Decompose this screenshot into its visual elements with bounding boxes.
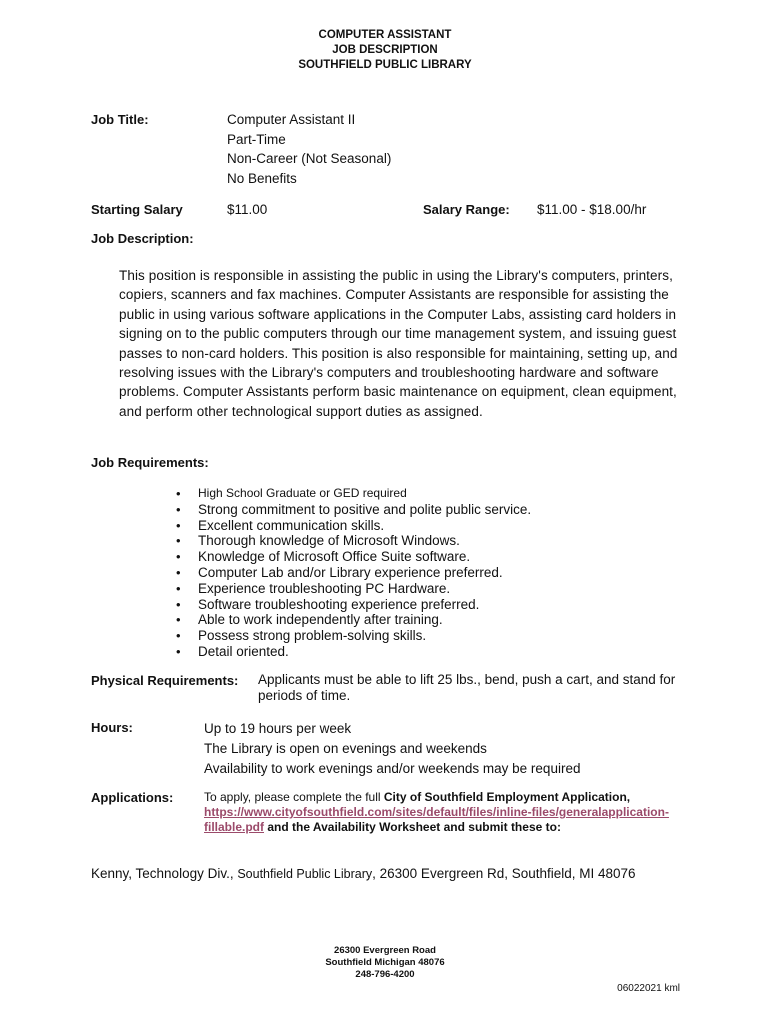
footer-phone: 248-796-4200 (355, 969, 415, 980)
list-item: • Detail oriented. (176, 644, 531, 660)
physical-requirements-text: Applicants must be able to lift 25 lbs., bend, push a cart, and stand for periods of time. (258, 672, 676, 703)
header-organization: SOUTHFIELD PUBLIC LIBRARY (298, 59, 472, 71)
job-title-line: No Benefits (227, 170, 297, 186)
applications-outro: and the Availability Worksheet and submit these to: (264, 820, 561, 834)
job-description-label: Job Description: (91, 231, 194, 246)
list-item: • Knowledge of Microsoft Office Suite software. (176, 549, 531, 565)
hours-values (204, 719, 580, 779)
list-item: • Strong commitment to positive and polite public service. (176, 502, 531, 518)
list-item: • Excellent communication skills. (176, 518, 531, 534)
job-title-line: Part-Time (227, 131, 286, 147)
list-item: • Possess strong problem-solving skills. (176, 628, 531, 644)
list-item: • Software troubleshooting experience preferred. (176, 597, 531, 613)
list-item: • Computer Lab and/or Library experience preferred. (176, 565, 531, 581)
hours-label: Hours: (91, 720, 133, 735)
list-item: • Thorough knowledge of Microsoft Windows. (176, 533, 531, 549)
contact-library: Southfield Public Library (237, 867, 373, 881)
header-title: COMPUTER ASSISTANT (318, 29, 452, 41)
job-title-line: Computer Assistant II (227, 112, 356, 127)
hours-line: The Library is open on evenings and weekends (204, 741, 487, 756)
contact-line (91, 866, 636, 881)
header-subtitle: JOB DESCRIPTION (332, 44, 438, 56)
job-title-values (227, 110, 391, 188)
application-form-link[interactable]: https://www.cityofsouthfield.com/sites/default/files/inline-files/generalapplication-fillable.pdf (204, 805, 669, 834)
job-title-line: Non-Career (Not Seasonal) (227, 151, 392, 166)
applications-text (204, 790, 694, 835)
hours-line: Up to 19 hours per week (204, 721, 352, 736)
list-item: • Experience troubleshooting PC Hardware. (176, 581, 531, 597)
job-title-label: Job Title: (91, 112, 149, 127)
salary-range-value: $11.00 - $18.00/hr (537, 202, 647, 217)
document-header (0, 28, 770, 73)
hours-line: Availability to work evenings and/or weekends may be required (204, 761, 581, 776)
contact-address: , 26300 Evergreen Rd, Southfield, MI 48076 (372, 866, 636, 881)
physical-requirements-label: Physical Requirements: (91, 673, 239, 688)
applications-label: Applications: (91, 790, 174, 805)
footer-street: 26300 Evergreen Road (334, 945, 436, 956)
page-footer (0, 945, 770, 981)
list-item: • High School Graduate or GED required (176, 486, 531, 502)
list-item: • Able to work independently after training. (176, 612, 531, 628)
applications-intro: To apply, please complete the full (204, 790, 384, 804)
requirements-list (176, 486, 531, 660)
job-description-text: This position is responsible in assisting the public in using the Library's computers, printers, copiers, scanners and fax machines. Computer Assistants are responsible for assisting the public in using various software applications in the Computer Labs, assisting card holders in signing on to the public computers through our time management system, and issuing guest passes to non-card holders. This position is also responsible for maintaining, setting up, and resolving issues with the Library's computers and troubleshooting hardware and software problems. Computer Assistants perform basic maintenance on equipment, clean equipment, and perform other technological support duties as assigned. (119, 268, 678, 419)
salary-range-label: Salary Range: (423, 202, 510, 217)
document-id: 06022021 kml (617, 983, 680, 994)
starting-salary-value: $11.00 (227, 202, 268, 217)
starting-salary-label: Starting Salary (91, 202, 183, 217)
application-form-name: City of Southfield Employment Application, (383, 790, 631, 804)
contact-name: Kenny, Technology Div., (91, 866, 238, 881)
footer-city: Southfield Michigan 48076 (325, 957, 445, 968)
job-requirements-label: Job Requirements: (91, 455, 209, 470)
